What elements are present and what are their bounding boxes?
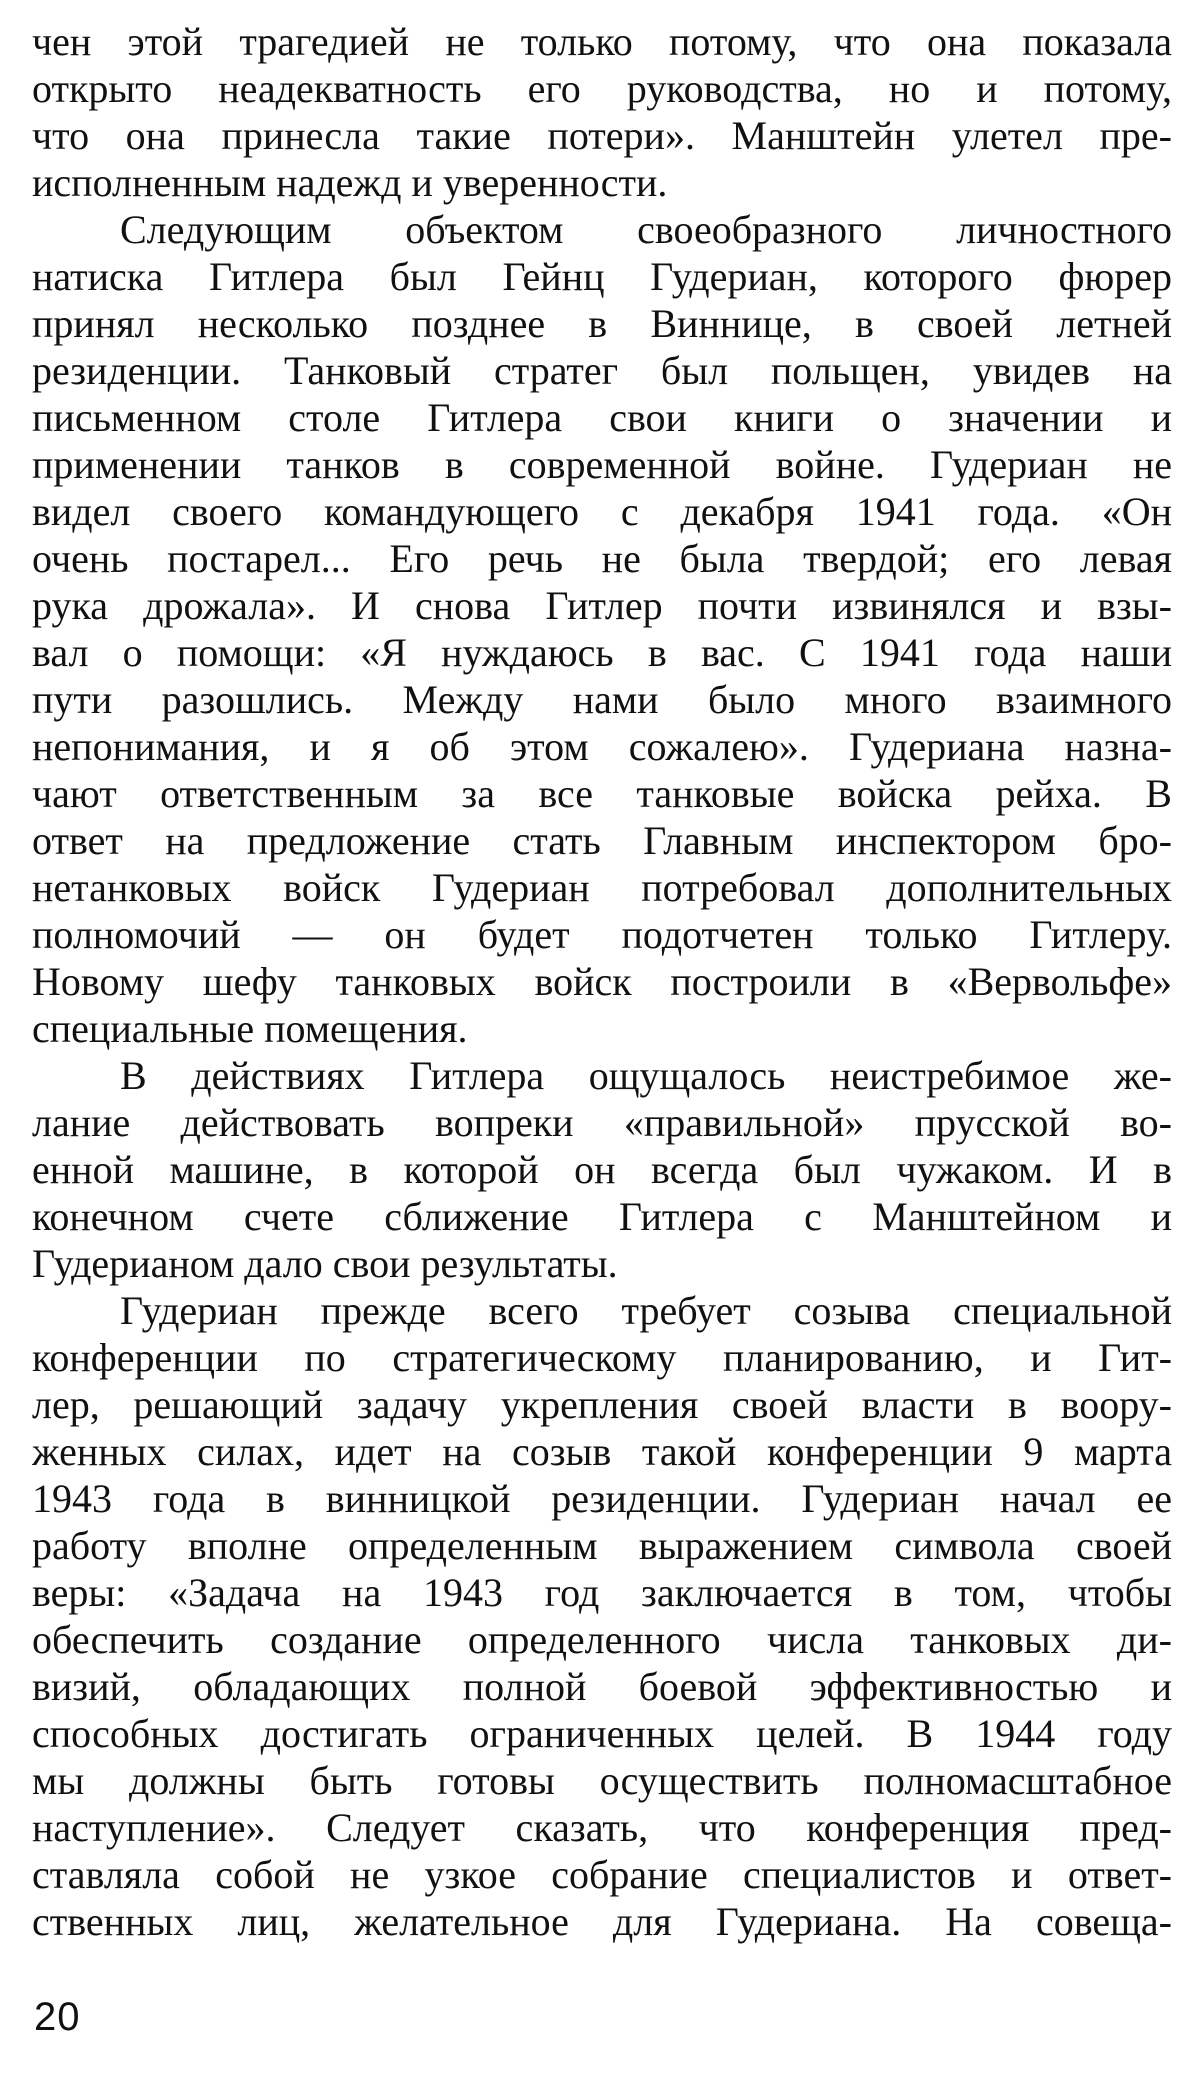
text-line: веры: «Задача на 1943 год заключается в том, чтобы [32, 1570, 1172, 1615]
page-body [32, 18, 1172, 1945]
text-line: лер, решающий задачу укрепления своей власти в воору- [32, 1382, 1172, 1427]
text-line: конференции по стратегическому планированию, и Гит- [32, 1335, 1172, 1380]
text-line: работу вполне определенным выражением символа своей [32, 1523, 1172, 1568]
text-line: Гудериан прежде всего требует созыва специальной [120, 1288, 1172, 1333]
text-line: непонимания, и я об этом сожалею». Гудериана назна- [32, 724, 1172, 769]
text-line: енной машине, в которой он всегда был чужаком. И в [32, 1147, 1172, 1192]
text-line: чают ответственным за все танковые войска рейха. В [32, 771, 1172, 816]
text-line: специальные помещения. [32, 1006, 468, 1051]
text-line: принял несколько позднее в Виннице, в своей летней [32, 301, 1172, 346]
text-line: вал о помощи: «Я нуждаюсь в вас. С 1941 года наши [32, 630, 1172, 675]
text-line: конечном счете сближение Гитлера с Манштейном и [32, 1194, 1172, 1239]
text-line: полномочий — он будет подотчетен только Гитлеру. [32, 912, 1172, 957]
paragraph [32, 18, 1172, 206]
text-line: женных силах, идет на созыв такой конференции 9 марта [32, 1429, 1172, 1474]
text-line: резиденции. Танковый стратег был польщен, увидев на [32, 348, 1172, 393]
text-line: мы должны быть готовы осуществить полномасштабное [32, 1758, 1172, 1803]
text-line: открыто неадекватность его руководства, но и потому, [32, 66, 1172, 111]
text-line: пути разошлись. Между нами было много взаимного [32, 677, 1172, 722]
text-line: наступление». Следует сказать, что конференция пред- [32, 1805, 1172, 1850]
text-line: чен этой трагедией не только потому, что она показала [32, 19, 1172, 64]
text-line: способных достигать ограниченных целей. В 1944 году [32, 1711, 1172, 1756]
text-line: лание действовать вопреки «правильной» прусской во- [32, 1100, 1172, 1145]
text-line: визий, обладающих полной боевой эффективностью и [32, 1664, 1172, 1709]
text-line: очень постарел... Его речь не была твердой; его левая [32, 536, 1172, 581]
text-line: ответ на предложение стать Главным инспектором бро- [32, 818, 1172, 863]
text-line: нетанковых войск Гудериан потребовал дополнительных [32, 865, 1172, 910]
text-line: Следующим объектом своеобразного личностного [120, 207, 1172, 252]
text-line: ственных лиц, желательное для Гудериана. На совеща- [32, 1899, 1172, 1944]
text-line: видел своего командующего с декабря 1941 года. «Он [32, 489, 1172, 534]
text-line: В действиях Гитлера ощущалось неистребимое же- [120, 1053, 1172, 1098]
paragraph [32, 1052, 1172, 1287]
text-line: 1943 года в винницкой резиденции. Гудериан начал ее [32, 1476, 1172, 1521]
text-line: ставляла собой не узкое собрание специалистов и ответ- [32, 1852, 1172, 1897]
text-line: Гудерианом дало свои результаты. [32, 1241, 618, 1286]
paragraph [32, 206, 1172, 1052]
text-line: исполненным надежд и уверенности. [32, 160, 668, 205]
text-line: что она принесла такие потери». Манштейн улетел пре- [32, 113, 1172, 158]
text-line: Новому шефу танковых войск построили в «Вервольфе» [32, 959, 1172, 1004]
text-line: обеспечить создание определенного числа танковых ди- [32, 1617, 1172, 1662]
text-line: письменном столе Гитлера свои книги о значении и [32, 395, 1172, 440]
page-number: 20 [34, 1995, 81, 2039]
paragraph [32, 1287, 1172, 1945]
text-body [32, 18, 1172, 1945]
text-line: натиска Гитлера был Гейнц Гудериан, которого фюрер [32, 254, 1172, 299]
text-line: применении танков в современной войне. Гудериан не [32, 442, 1172, 487]
text-line: рука дрожала». И снова Гитлер почти извинялся и взы- [32, 583, 1172, 628]
